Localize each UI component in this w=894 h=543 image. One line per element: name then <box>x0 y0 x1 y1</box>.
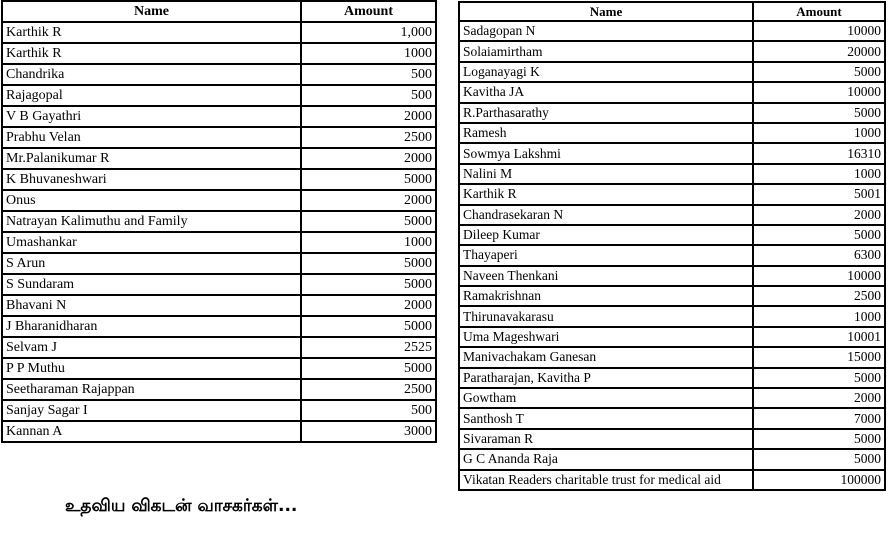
donor-name-cell: Sadagopan N <box>459 21 753 41</box>
table-row <box>459 123 885 143</box>
donor-table-right <box>458 1 886 491</box>
table-row <box>459 225 885 245</box>
amount-cell: 1000 <box>753 306 885 326</box>
table-row <box>459 388 885 408</box>
amount-cell: 1000 <box>753 123 885 143</box>
table-row <box>2 274 436 295</box>
amount-cell: 2000 <box>301 190 436 211</box>
amount-cell: 1000 <box>301 43 436 64</box>
amount-cell: 10001 <box>753 327 885 347</box>
amount-cell: 2000 <box>301 106 436 127</box>
donor-name-cell: Natrayan Kalimuthu and Family <box>2 211 301 232</box>
amount-column-header: Amount <box>753 2 885 21</box>
donor-name-cell: Sowmya Lakshmi <box>459 143 753 163</box>
amount-cell: 2000 <box>301 148 436 169</box>
amount-column-header: Amount <box>301 1 436 22</box>
donor-name-cell: Sanjay Sagar I <box>2 400 301 421</box>
amount-cell: 2500 <box>301 379 436 400</box>
readers-caption: உதவிய விகடன் வாசகர்கள்... <box>65 496 298 516</box>
amount-cell: 5000 <box>753 429 885 449</box>
table-row <box>459 62 885 82</box>
amount-cell: 5000 <box>301 274 436 295</box>
amount-cell: 5000 <box>753 225 885 245</box>
donor-name-cell: Ramesh <box>459 123 753 143</box>
donor-name-cell: Naveen Thenkani <box>459 266 753 286</box>
donor-name-cell: S Sundaram <box>2 274 301 295</box>
amount-cell: 1000 <box>301 232 436 253</box>
table-row <box>2 148 436 169</box>
donor-name-cell: Vikatan Readers charitable trust for medical aid <box>459 470 753 490</box>
amount-cell: 2000 <box>753 388 885 408</box>
donor-name-cell: Rajagopal <box>2 85 301 106</box>
donor-table-right-body <box>459 21 885 490</box>
header-row <box>459 2 885 21</box>
table-row <box>2 64 436 85</box>
table-row <box>459 184 885 204</box>
table-row <box>459 103 885 123</box>
donor-table-left-body <box>2 22 436 442</box>
amount-cell: 10000 <box>753 82 885 102</box>
table-row <box>459 82 885 102</box>
donor-name-cell: R.Parthasarathy <box>459 103 753 123</box>
table-row <box>459 408 885 428</box>
amount-cell: 5000 <box>753 449 885 469</box>
donor-name-cell: Chandrasekaran N <box>459 205 753 225</box>
amount-cell: 5000 <box>301 316 436 337</box>
name-column-header: Name <box>2 1 301 22</box>
table-row <box>2 400 436 421</box>
amount-cell: 500 <box>301 400 436 421</box>
amount-cell: 3000 <box>301 421 436 442</box>
donor-name-cell: Bhavani N <box>2 295 301 316</box>
amount-cell: 7000 <box>753 408 885 428</box>
amount-cell: 5000 <box>753 103 885 123</box>
amount-cell: 5000 <box>753 368 885 388</box>
table-row <box>459 41 885 61</box>
amount-cell: 2525 <box>301 337 436 358</box>
donor-name-cell: Karthik R <box>2 22 301 43</box>
donor-name-cell: Thayaperi <box>459 245 753 265</box>
amount-cell: 5000 <box>301 358 436 379</box>
amount-cell: 100000 <box>753 470 885 490</box>
donor-name-cell: K Bhuvaneshwari <box>2 169 301 190</box>
amount-cell: 15000 <box>753 347 885 367</box>
donor-name-cell: Nalini M <box>459 164 753 184</box>
table-row <box>2 421 436 442</box>
table-row <box>2 22 436 43</box>
donor-name-cell: Manivachakam Ganesan <box>459 347 753 367</box>
donor-name-cell: J Bharanidharan <box>2 316 301 337</box>
donor-name-cell: Onus <box>2 190 301 211</box>
donor-table-left <box>1 0 437 443</box>
amount-cell: 5000 <box>301 169 436 190</box>
donor-name-cell: Ramakrishnan <box>459 286 753 306</box>
donor-name-cell: Selvam J <box>2 337 301 358</box>
donor-name-cell: Uma Mageshwari <box>459 327 753 347</box>
table-row <box>2 85 436 106</box>
table-row <box>2 253 436 274</box>
table-row <box>459 21 885 41</box>
table-row <box>459 429 885 449</box>
donor-name-cell: Thirunavakarasu <box>459 306 753 326</box>
amount-cell: 2500 <box>753 286 885 306</box>
table-row <box>2 169 436 190</box>
table-row <box>459 327 885 347</box>
table-row <box>459 368 885 388</box>
amount-cell: 10000 <box>753 21 885 41</box>
amount-cell: 1,000 <box>301 22 436 43</box>
table-row <box>459 266 885 286</box>
donor-name-cell: Kavitha JA <box>459 82 753 102</box>
donor-name-cell: Santhosh T <box>459 408 753 428</box>
donor-name-cell: Mr.Palanikumar R <box>2 148 301 169</box>
table-row <box>459 449 885 469</box>
donor-name-cell: Karthik R <box>459 184 753 204</box>
donor-name-cell: G C Ananda Raja <box>459 449 753 469</box>
table-row <box>2 295 436 316</box>
table-row <box>459 205 885 225</box>
table-row <box>2 232 436 253</box>
table-row <box>2 190 436 211</box>
table-row <box>459 286 885 306</box>
amount-cell: 10000 <box>753 266 885 286</box>
donor-name-cell: P P Muthu <box>2 358 301 379</box>
amount-cell: 1000 <box>753 164 885 184</box>
table-row <box>459 164 885 184</box>
table-row <box>2 211 436 232</box>
header-row <box>2 1 436 22</box>
donor-name-cell: Karthik R <box>2 43 301 64</box>
table-row <box>2 106 436 127</box>
amount-cell: 6300 <box>753 245 885 265</box>
donor-name-cell: Solaiamirtham <box>459 41 753 61</box>
table-row <box>459 347 885 367</box>
table-row <box>459 470 885 490</box>
amount-cell: 5000 <box>301 253 436 274</box>
donor-name-cell: Umashankar <box>2 232 301 253</box>
donor-name-cell: Dileep Kumar <box>459 225 753 245</box>
donor-name-cell: Paratharajan, Kavitha P <box>459 368 753 388</box>
amount-cell: 20000 <box>753 41 885 61</box>
amount-cell: 500 <box>301 85 436 106</box>
donor-name-cell: S Arun <box>2 253 301 274</box>
amount-cell: 5000 <box>301 211 436 232</box>
donor-name-cell: Prabhu Velan <box>2 127 301 148</box>
amount-cell: 2000 <box>301 295 436 316</box>
amount-cell: 500 <box>301 64 436 85</box>
donor-name-cell: Sivaraman R <box>459 429 753 449</box>
donor-name-cell: Loganayagi K <box>459 62 753 82</box>
table-row <box>2 316 436 337</box>
table-row <box>2 358 436 379</box>
donor-name-cell: Chandrika <box>2 64 301 85</box>
amount-cell: 2000 <box>753 205 885 225</box>
donor-name-cell: Kannan A <box>2 421 301 442</box>
table-row <box>2 379 436 400</box>
name-column-header: Name <box>459 2 753 21</box>
donor-name-cell: V B Gayathri <box>2 106 301 127</box>
table-row <box>459 306 885 326</box>
table-row <box>459 143 885 163</box>
table-row <box>459 245 885 265</box>
amount-cell: 2500 <box>301 127 436 148</box>
amount-cell: 5001 <box>753 184 885 204</box>
amount-cell: 5000 <box>753 62 885 82</box>
table-row <box>2 337 436 358</box>
donor-name-cell: Gowtham <box>459 388 753 408</box>
table-row <box>2 43 436 64</box>
donor-name-cell: Seetharaman Rajappan <box>2 379 301 400</box>
amount-cell: 16310 <box>753 143 885 163</box>
table-row <box>2 127 436 148</box>
